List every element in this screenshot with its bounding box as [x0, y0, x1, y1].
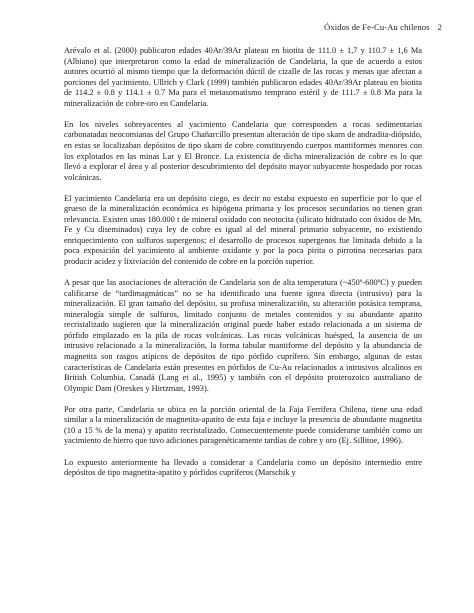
paragraph: Por otra parte, Candelaria se ubica en la porción oriental de la Faja Ferrífera Chilena, tiene una edad similar a la mineralización de magnetita-apatito de esta faja e incluye la presencia de abundante magnetita (10 a 15 % de la mena) y apatito recristalizado. Consecuentemente puede considerarse también como un yacimiento de hierro que tuvo adiciones paragenéticamente tardías de cobre y oro (Ej. Sillitoe, 1996).	[64, 404, 422, 446]
paragraph: A pesar que las asociaciones de alteración de Candelaria son de alta temperatura (~450º-600ºC) y pueden calificarse de “tardimagmáticas” no se ha identificado una fuente ígnea directa (intrusivo) para la mineralización. El gran tamaño del depósito, su profusa mineralización, su alteración potásica temprana, mineralogía simple de sulfuros, limitado conjunto de metales contenidos y su abundante apatito recristalizado sugieren que la mineralización original puede haber estado relacionada a un sistema de pórfido emplazado en la pila de rocas volcánicas. Las rocas volcánicas huésped, la ausencia de un intrusivo relacionado a la mineralización, la forma tabular mantiforme del depósito y la abundancia de magnetita son rasgos atípicos de depósitos de tipo pórfido cuprífero. Sin embargo, algunas de estas características de Candelaria están presentes en pórfidos de Cu-Au relacionados a intrusivos alcalinos en British Columbia, Canadá (Lang et al., 1995) y también con el depósito proterozoico australiano de Olympic Dam (Oreskes y Hirtzman, 1993).	[64, 278, 422, 393]
running-header	[324, 22, 442, 32]
header-title: Óxidos de Fe-Cu-Au chilenos	[324, 22, 430, 32]
paragraph: El yacimiento Candelaria era un depósito ciego, es decir no estaba expuesto en superficie por lo que el grueso de la mineralización económica es hipógena primaria y los procesos secundarios no tienen gran relevancia. Existen unas 180.000 t de mineral oxidado con neotocita (silicato hidratado con óxidos de Mn, Fe y Cu diseminados) cuya ley de cobre es igual al del mineral primario subyacente, no existiendo enriquecimiento con sulfuros supergenos; el desarrollo de procesos supergenos fue limitada debido a la poca exposición del yacimiento al ambiente oxidante y por la poca pirita o pirrotina necesarias para producir acidez y lixiviación del contenido de cobre en la porción superior.	[64, 193, 422, 267]
page-number: 2	[437, 22, 442, 32]
paragraph: Lo expuesto anteriormente ha llevado a considerar a Candelaria como un depósito intermedio entre depósitos de tipo magnetita-apatito y pórfidos cupríferos (Marschik y	[64, 457, 422, 478]
document-body	[64, 46, 422, 489]
paragraph: Arévalo et al. (2000) publicaron edades 40Ar/39Ar plateau en biotita de 111.0 ± 1,7 y 110.7 ± 1,6 Ma (Albiano) que interpretaron como la edad de mineralización de Candelaria, la que de acuerdo a estos autores ocurrió al mismo tiempo que la deformación dúctil de cizalle de las rocas y menas que afectan a porciones del yacimiento. Ullrich y Clark (1999) también publicaron edades 40Ar/39Ar plateau en biotita de 114.2 ± 0.8 y 114.1 ± 0.7 Ma para el metasomatismo temprano estéril y de 111.7 ± 0.8 Ma para la mineralización de cobre-oro en Candelaria.	[64, 46, 422, 108]
paragraph: En los niveles sobreyacentes al yacimiento Candelaria que corresponden a rocas sedimentarias carbonatadas neocomianas del Grupo Chañarcillo presentan alteración de tipo skarn de andradita-diópsido, en estas se localizaban depósitos de tipo skarn de cobre constituyendo cuerpos mantiformes menores con los explotados en las minas Lar y El Bronce. La existencia de dicha mineralización de cobre es lo que llevó a explorar el área y al posterior descubrimiento del depósito mayor subyacente hospedado por rocas volcánicas.	[64, 119, 422, 182]
